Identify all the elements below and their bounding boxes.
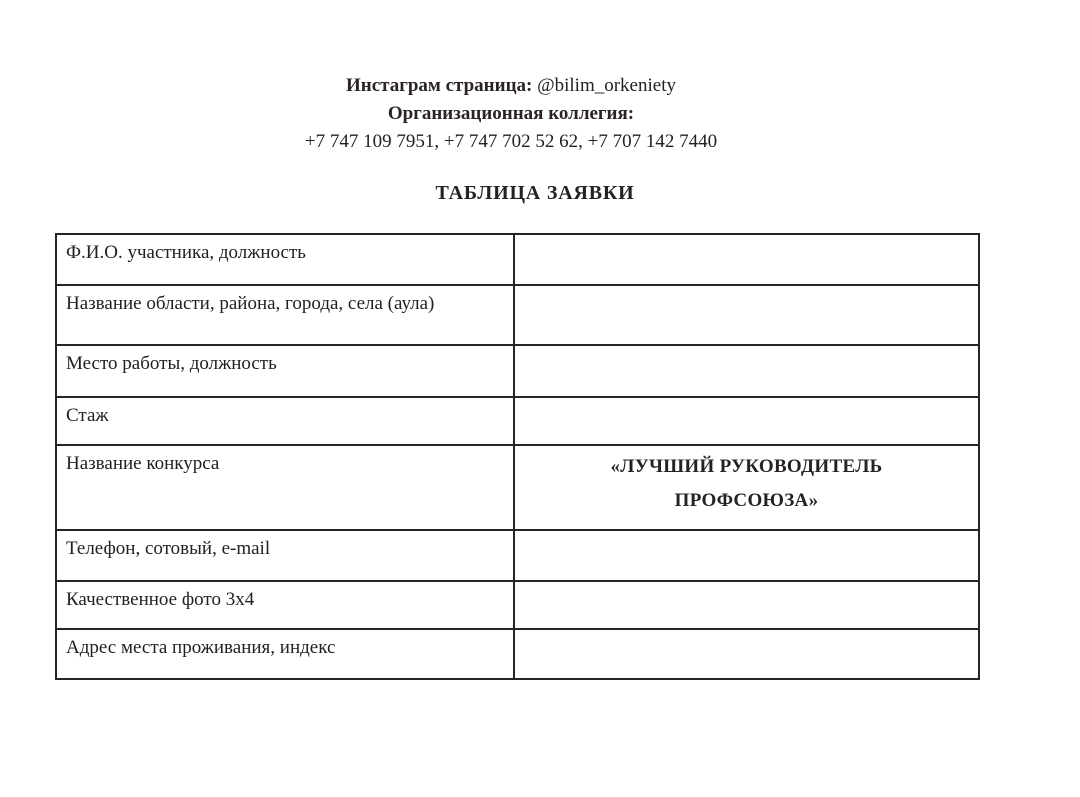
- row-label: Телефон, сотовый, e-mail: [66, 538, 271, 559]
- row-label-cell: [56, 581, 514, 629]
- row-label-cell: [56, 285, 514, 345]
- row-label: Ф.И.О. участника, должность: [66, 242, 306, 263]
- row-label-cell: [56, 397, 514, 445]
- table-row-fio: [56, 234, 979, 285]
- row-label-cell: [56, 530, 514, 581]
- row-label: Адрес места проживания, индекс: [66, 637, 336, 658]
- instagram-handle: @bilim_orkeniety: [537, 75, 676, 96]
- application-table: [55, 233, 980, 680]
- table-row-phone-email: [56, 530, 979, 581]
- row-value-cell: [514, 530, 979, 581]
- row-value-cell: [514, 629, 979, 679]
- row-value-cell: [514, 234, 979, 285]
- contest-name-value: «ЛУЧШИЙ РУКОВОДИТЕЛЬ ПРОФСОЮЗА»: [610, 456, 883, 511]
- row-label-cell: [56, 445, 514, 530]
- table-row-contest-name: [56, 445, 979, 530]
- instagram-label: Инстаграм страница:: [346, 75, 533, 96]
- document-header: [0, 72, 1022, 156]
- instagram-line: [0, 72, 1022, 100]
- row-value-cell: [514, 345, 979, 397]
- row-value-cell: [514, 285, 979, 345]
- row-label: Качественное фото 3x4: [66, 589, 255, 610]
- table-row-photo: [56, 581, 979, 629]
- row-label: Название конкурса: [66, 453, 220, 474]
- page-title: ТАБЛИЦА ЗАЯВКИ: [435, 182, 635, 204]
- row-label: Стаж: [66, 405, 109, 426]
- table-row-region: [56, 285, 979, 345]
- table-row-experience: [56, 397, 979, 445]
- row-label-cell: [56, 345, 514, 397]
- row-label: Место работы, должность: [66, 353, 277, 374]
- row-label-cell: [56, 629, 514, 679]
- table-row-address: [56, 629, 979, 679]
- phone-numbers: +7 747 109 7951, +7 747 702 52 62, +7 707 142 7440: [304, 131, 718, 152]
- committee-label: Организационная коллегия:: [387, 103, 635, 124]
- row-label: Название области, района, города, села (аула): [66, 293, 435, 314]
- table-row-workplace: [56, 345, 979, 397]
- row-value-cell: [514, 397, 979, 445]
- row-label-cell: [56, 234, 514, 285]
- row-value-cell: [514, 581, 979, 629]
- row-value-cell: [514, 445, 979, 530]
